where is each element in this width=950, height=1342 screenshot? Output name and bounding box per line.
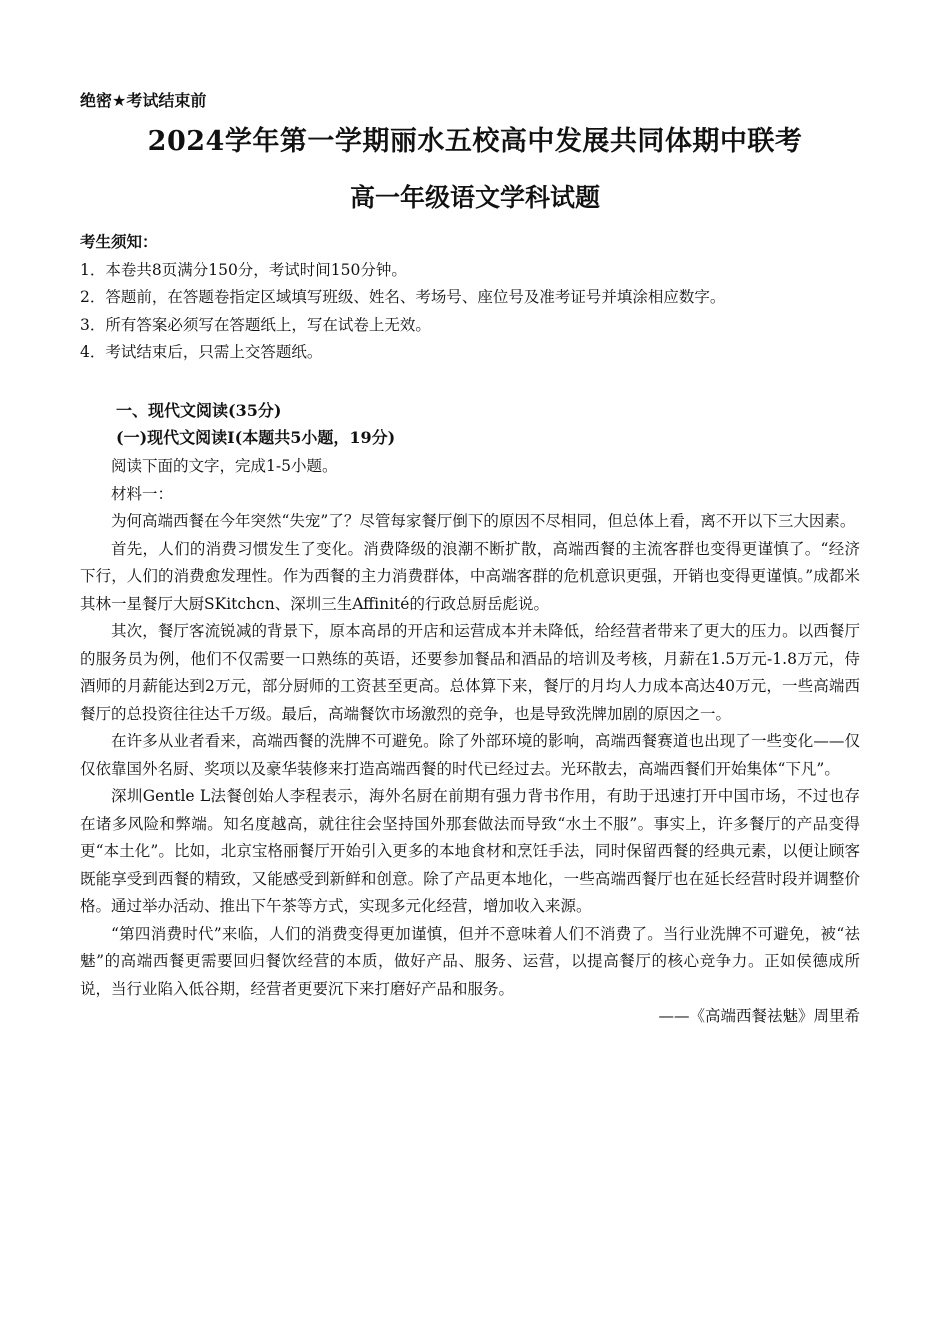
instruction-text: 阅读下面的文字，完成1-5小题。 [111, 457, 338, 475]
confidential-label: 绝密★考试结束前 [80, 91, 207, 110]
source-attribution: ——《高端西餐祛魅》周里希 [658, 1007, 860, 1025]
exam-subtitle: 高一年级语文学科试题 [349, 183, 600, 212]
notice-item: 4．考试结束后，只需上交答题纸。 [80, 343, 323, 361]
passage-paragraph: 其次，餐厅客流锐减的背景下，原本高昂的开店和运营成本并未降低，给经营者带来了更大的压力。以西餐厅的服务员为例，他们不仅需要一口熟练的英语，还要参加餐品和酒品的培训及考核，月薪在1.5万元-1.8万元，侍酒师的月薪能达到2万元，部分厨师的工资甚至更高。总体算下来，餐厅的月均人力成本高达40万元，一些高端西餐厅的总投资往往达千万级。最后，高端餐饮市场激烈的竞争，也是导致洗牌加剧的原因之一。 [80, 622, 860, 723]
subsection-heading: (一)现代文阅读I(本题共5小题，19分) [116, 428, 396, 447]
notice-item: 1．本卷共8页满分150分，考试时间150分钟。 [80, 260, 407, 279]
notice-item: 2．答题前，在答题卷指定区域填写班级、姓名、考场号、座位号及准考证号并填涂相应数字。 [80, 288, 726, 306]
exam-title: 2024学年第一学期丽水五校高中发展共同体期中联考 [147, 126, 803, 157]
candidate-notice [80, 229, 880, 367]
notice-item: 3．所有答案必须写在答题纸上，写在试卷上无效。 [80, 315, 431, 334]
passage-paragraph: 首先，人们的消费习惯发生了变化。消费降级的浪潮不断扩散，高端西餐的主流客群也变得更谨慎了。“经济下行，人们的消费愈发理性。作为西餐的主力消费群体，中高端客群的危机意识更强，开销也变得更谨慎。”成都米其林一星餐厅大厨SKitchcn、深圳三生Affinité的行政总厨岳彪说。 [80, 539, 860, 613]
reading-passage [80, 453, 860, 1031]
section-heading: 一、现代文阅读(35分) [116, 401, 282, 420]
notice-heading: 考生须知： [80, 233, 158, 251]
passage-paragraph: 为何高端西餐在今年突然“失宠”了？尽管每家餐厅倒下的原因不尽相同，但总体上看，离不开以下三大因素。 [111, 512, 856, 530]
passage-paragraph: 深圳Gentle L法餐创始人李程表示，海外名厨在前期有强力背书作用，有助于迅速打开中国市场，不过也存在诸多风险和弊端。知名度越高，就往往会坚持国外那套做法而导致“水土不服”。事实上，许多餐厅的产品变得更“本土化”。比如，北京宝格丽餐厅开始引入更多的本地食材和烹饪手法，同时保留西餐的经典元素，以便让顾客既能享受到西餐的精致，又能感受到新鲜和创意。除了产品更本地化，一些高端西餐厅也在延长经营时段并调整价格。通过举办活动、推出下午茶等方式，实现多元化经营，增加收入来源。 [80, 787, 860, 915]
passage-paragraph: “第四消费时代”来临，人们的消费变得更加谨慎，但并不意味着人们不消费了。当行业洗牌不可避免，被“祛魅”的高端西餐更需要回归餐饮经营的本质，做好产品、服务、运营，以提高餐厅的核心竞争力。正如侯德成所说，当行业陷入低谷期，经营者更要沉下来打磨好产品和服务。 [80, 924, 860, 998]
material-label: 材料一： [111, 484, 174, 503]
passage-paragraph: 在许多从业者看来，高端西餐的洗牌不可避免。除了外部环境的影响，高端西餐赛道也出现了一些变化——仅仅依靠国外名厨、奖项以及豪华装修来打造高端西餐的时代已经过去。光环散去，高端西餐们开始集体“下凡”。 [80, 732, 860, 778]
